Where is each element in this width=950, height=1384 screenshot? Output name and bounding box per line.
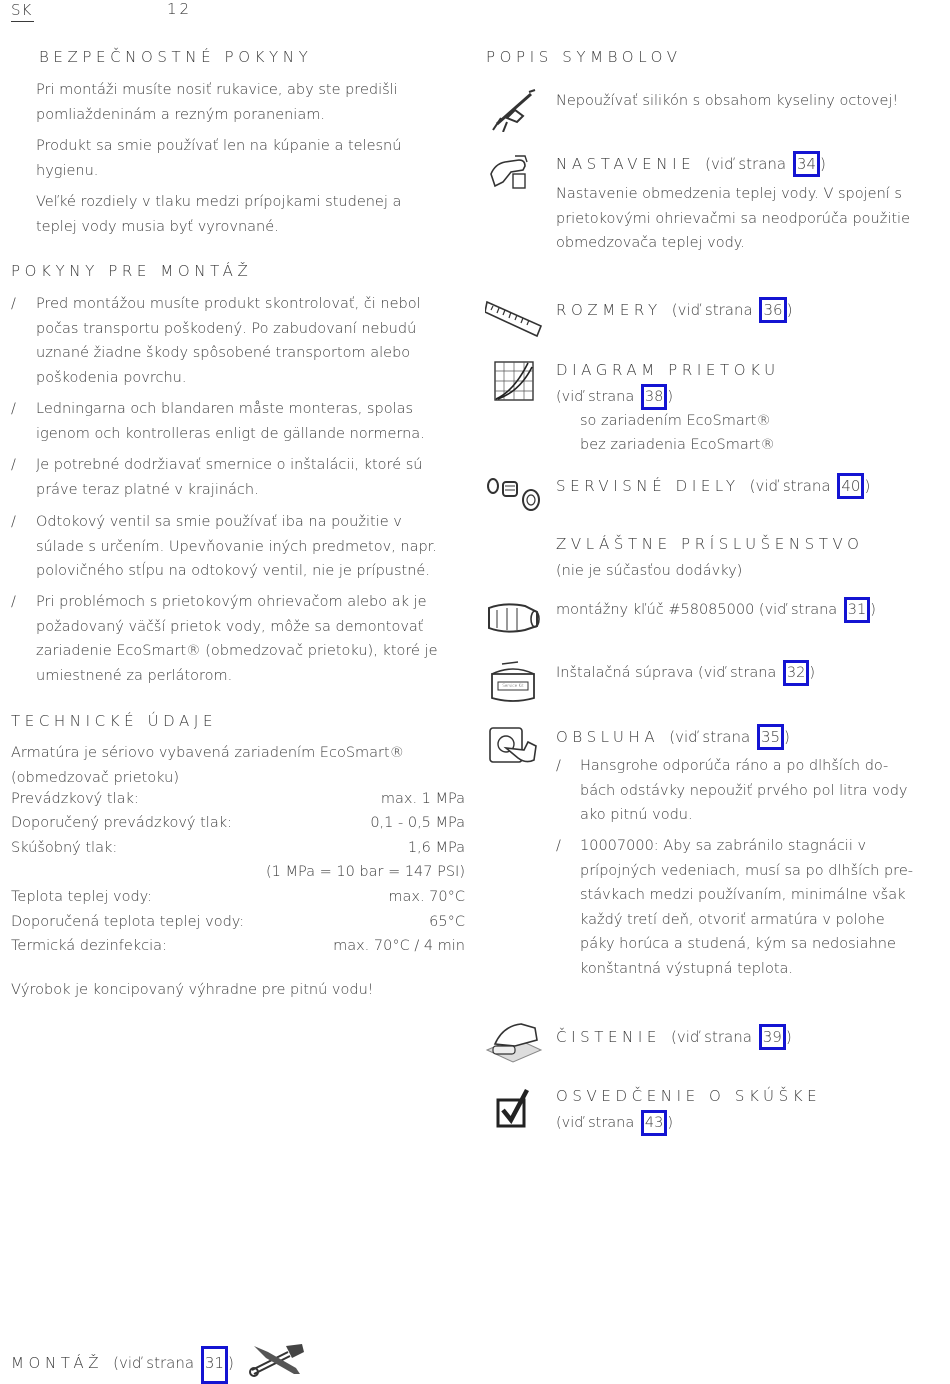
spec-row-operating-pressure: Prevádzkový tlak: max. 1 MPa [11,791,465,807]
spec-row-hot-water-temp: Teplota teplej vody: max. 70°C [11,889,465,905]
safety-paragraph-1: Pri montáži musíte nosiť rukavice, aby ste predišli pomliaždeninám a rezným poraneniam. [36,82,398,123]
spec-row-pressure-conversion: (1 MPa = 10 bar = 147 PSI) [266,864,465,880]
montaz-page-link[interactable]: 31 [201,1346,228,1384]
obsluha-item-2: / 10007000: Aby sa zabránilo stagnácii v prípojných vedeniach, musí sa po dlhších pre- stávkach medzi používaním, minimálne však každý tretí deň, otvoriť armatúra v polohe páky horúca a studená, kým sa nedosiahne konštantná výstupná teplota. [556,838,913,977]
tech-intro: Armatúra je sériovo vybavená zariadením EcoSmart® (obmedzovač prietoku) [11,745,405,786]
prislusenstvo-sub: (nie je súčasťou dodávky) [556,563,743,579]
servisne-page-link[interactable]: 40 [837,473,864,499]
assembly-note-3: / Je potrebné dodržiavať smernice o inštalácii, ktoré sú práve teraz platné v krajinách. [11,457,423,498]
language-code: SK [11,1,33,19]
safety-paragraph-2: Produkt sa smie používať len na kúpanie a telesnú hygienu. [36,138,402,179]
obsluha-page-link[interactable]: 35 [757,724,784,750]
accessory-mounting-key: montážny kľúč #58085000 (viď strana 31 ) [556,597,876,623]
nastavenie-page-link[interactable]: 34 [793,151,820,177]
safety-title: BEZPEČNOSTNÉ POKYNY [39,48,313,66]
assembly-note-1: / Pred montážou musíte produkt skontrolovať, či nebol počas transportu poškodený. Po zabudovaní nebudú uznané žiadne škody spôsobené transportom alebo poškodenia povrchu. [11,296,421,386]
accessory-installation-kit: Inštalačná súprava (viď strana 32 ) [556,660,815,686]
checkbox-icon [495,1088,531,1130]
service-parts-icon [485,474,543,514]
mounting-key-icon [485,598,543,638]
cleaning-hand-icon [485,1020,543,1064]
installation-kit-page-link[interactable]: 32 [783,660,809,686]
montaz-heading: MONTÁŽ (viď strana 31 ) [11,1346,234,1384]
adjustment-hand-icon [489,152,537,192]
cistenie-heading: ČISTENIE (viď strana 39 ) [556,1024,792,1050]
obsluha-heading: OBSLUHA (viď strana 35 ) [556,724,790,750]
nastavenie-heading: NASTAVENIE (viď strana 34 ) [556,151,826,177]
safety-paragraph-3: Veľké rozdiely v tlaku medzi prípojkami studenej a teplej vody musia byť vyrovnané. [36,194,402,235]
silicone-warning: Nepoužívať silikón s obsahom kyseliny octovej! [556,93,899,109]
servisne-heading: SERVISNÉ DIELY (viď strana 40 ) [556,473,870,499]
page-number: 12 [167,0,193,18]
osvedcenie-page-ref: (viď strana 43 ) [556,1110,673,1136]
page-header [11,0,32,19]
silicone-gun-icon [489,88,537,132]
installation-kit-icon [488,660,540,704]
rozmery-page-link[interactable]: 36 [759,297,786,323]
prislusenstvo-heading: ZVLÁŠTNE PRÍSLUŠENSTVO [556,535,864,553]
wrench-icon [248,1340,306,1378]
drinking-water-note: Výrobok je koncipovaný výhradne pre pitnú vodu! [11,982,374,998]
spec-row-recommended-pressure: Doporučený prevádzkový tlak: 0,1 - 0,5 MPa [11,815,465,831]
diagram-page-ref: (viď strana 38 ) [556,384,673,410]
operating-hand-icon [488,724,540,768]
diagram-heading: DIAGRAM PRIETOKU [556,361,780,379]
spec-row-recommended-temp: Doporučená teplota teplej vody: 65°C [11,914,465,930]
ruler-icon [485,298,543,340]
assembly-notes-title: POKYNY PRE MONTÁŽ [11,262,253,280]
osvedcenie-page-link[interactable]: 43 [641,1110,667,1136]
cistenie-page-link[interactable]: 39 [759,1024,786,1050]
installation-kit-label: Service Kit [502,683,524,688]
obsluha-item-1: / Hansgrohe odporúča ráno a po dlhších do- bách odstávky nepoužiť prvého pol litra vody ako pitnú vodu. [556,758,908,824]
flow-diagram-icon [494,361,534,401]
header-underline [11,21,34,22]
assembly-note-5: / Pri problémoch s prietokovým ohrievačom alebo ak je požadovaný väčší prietok vody, môže sa demontovať zariadenie EcoSmart® (obmedzovač prietoku), ktoré je umiestnené za perlátorom. [11,594,438,684]
spec-row-test-pressure: Skúšobný tlak: 1,6 MPa [11,840,465,856]
symbols-title: POPIS SYMBOLOV [486,48,682,66]
assembly-note-4: / Odtokový ventil sa smie používať iba na použitie v súlade s určením. Upevňovanie iných predmetov, napr. polovičného stĺpu na odtokový ventil, nie je prípustné. [11,514,437,580]
mounting-key-page-link[interactable]: 31 [844,597,870,623]
osvedcenie-heading: OSVEDČENIE O SKÚŠKE [556,1087,822,1105]
assembly-note-2: / Ledningarna och blandaren måste monteras, spolas igenom och kontrolleras enligt de gällande normerna. [11,401,425,442]
diagram-line-without-ecosmart: bez zariadenia EcoSmart® [580,437,775,453]
diagram-page-link[interactable]: 38 [641,384,667,410]
rozmery-heading: ROZMERY (viď strana 36 ) [556,297,792,323]
nastavenie-text: Nastavenie obmedzenia teplej vody. V spojení s prietokovými ohrievačmi sa neodporúča použitie obmedzovača teplej vody. [556,186,910,252]
diagram-line-with-ecosmart: so zariadením EcoSmart® [580,413,771,429]
tech-data-title: TECHNICKÉ ÚDAJE [11,712,218,730]
spec-row-disinfection: Termická dezinfekcia: max. 70°C / 4 min [11,938,465,954]
